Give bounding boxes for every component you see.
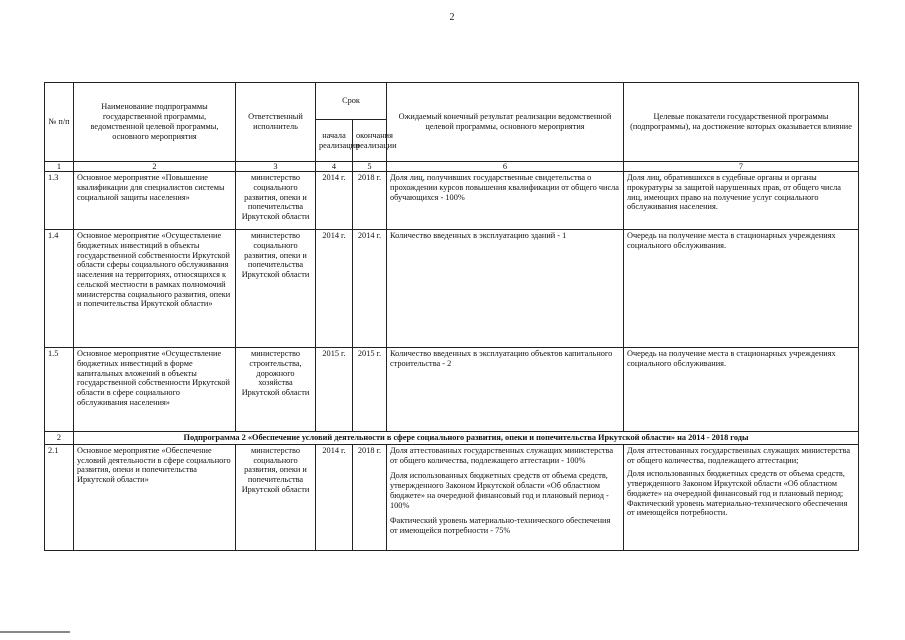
indicator-text: Доля лиц, обратившихся в судебные органы и органы прокуратуры за защитой нарушенных прав, от общего числа лиц, имеющих право на получение услуг социального обслуживания населения.	[627, 173, 841, 212]
table-row	[45, 230, 859, 348]
table-row	[45, 348, 859, 432]
result-text: Доля использованных бюджетных средств от объема средств, утвержденного Законом Иркутской области «Об областном бюджете» на очередной финансовый год и плановый период - 100%	[390, 471, 609, 510]
indicator-text: Очередь на получение места в стационарных учреждениях социального обслуживания.	[627, 231, 836, 250]
row-result	[387, 172, 624, 230]
row-end: 2014 г.	[353, 230, 387, 348]
header-name: Наименование подпрограммы государственной программы, ведомственной целевой программы, основного мероприятия	[74, 83, 236, 162]
row-start: 2015 г.	[316, 348, 353, 432]
row-name: Основное мероприятие «Осуществление бюджетных инвестиций в форме капитальных вложений в объекты государственной собственности Иркутской области в сфере социального обслуживания населения»	[74, 348, 236, 432]
row-start: 2014 г.	[316, 172, 353, 230]
subprogram-row	[45, 432, 859, 445]
program-table	[44, 82, 859, 551]
result-text: Количество введенных в эксплуатацию зданий - 1	[390, 231, 567, 240]
header-term-end: окончания реализации	[353, 120, 387, 162]
row-end: 2018 г.	[353, 444, 387, 550]
row-end: 2018 г.	[353, 172, 387, 230]
result-text: Количество введенных в эксплуатацию объектов капитального строительства - 2	[390, 349, 613, 368]
column-number: 2	[74, 162, 236, 172]
row-num: 1.3	[45, 172, 74, 230]
row-indicators	[624, 348, 859, 432]
result-text: Доля аттестованных государственных служащих министерства от общего количества, подлежащего аттестации - 100%	[390, 445, 614, 465]
column-number: 1	[45, 162, 74, 172]
row-start: 2014 г.	[316, 230, 353, 348]
header-num: № п/п	[45, 83, 74, 162]
row-name: Основное мероприятие «Повышение квалификации для специалистов системы социальной защиты населения»	[74, 172, 236, 230]
row-start: 2014 г.	[316, 444, 353, 550]
column-number: 3	[236, 162, 316, 172]
indicator-text: Очередь на получение места в стационарных учреждениях социального обслуживания.	[627, 349, 836, 368]
row-indicators	[624, 444, 859, 550]
table-row	[45, 444, 859, 550]
row-num: 2.1	[45, 444, 74, 550]
row-num: 1.5	[45, 348, 74, 432]
subprogram-title: Подпрограмма 2 «Обеспечение условий деятельности в сфере социального развития, опеки и попечительства Иркутской области» на 2014 - 2018 годы	[74, 432, 859, 445]
row-result	[387, 444, 624, 550]
row-name: Основное мероприятие «Обеспечение условий деятельности в сфере социального развития, опеки и попечительства Иркутской области»	[74, 444, 236, 550]
row-num: 1.4	[45, 230, 74, 348]
header-term: Срок	[316, 83, 387, 120]
result-text: Фактический уровень материально-технического обеспечения от имеющейся потребности - 75%	[390, 516, 611, 536]
indicator-text: Фактический уровень материально-технического обеспечения от имеющейся потребности.	[627, 498, 848, 518]
table-row	[45, 172, 859, 230]
row-indicators	[624, 230, 859, 348]
indicator-text: Доля аттестованных государственных служащих министерства от общего количества, подлежащего аттестации;	[627, 445, 851, 465]
row-executor: министерство социального развития, опеки и попечительства Иркутской области	[236, 444, 316, 550]
subprogram-num: 2	[45, 432, 74, 445]
header-executor: Ответственный исполнитель	[236, 83, 316, 162]
column-number: 6	[387, 162, 624, 172]
row-indicators	[624, 172, 859, 230]
row-executor: министерство социального развития, опеки и попечительства Иркутской области	[236, 172, 316, 230]
header-term-start: начала реализации	[316, 120, 353, 162]
page-number: 2	[449, 12, 455, 23]
column-number: 5	[353, 162, 387, 172]
row-executor: министерство строительства, дорожного хозяйства Иркутской области	[236, 348, 316, 432]
row-end: 2015 г.	[353, 348, 387, 432]
row-result	[387, 348, 624, 432]
result-text: Доля лиц, получивших государственные свидетельства о прохождении курсов повышения квалификации от общего числа обучающихся - 100%	[390, 173, 619, 202]
column-number: 4	[316, 162, 353, 172]
header-indicators: Целевые показатели государственной программы (подпрограммы), на достижение которых оказывается влияние	[624, 83, 859, 162]
row-executor: министерство социального развития, опеки и попечительства Иркутской области	[236, 230, 316, 348]
row-result	[387, 230, 624, 348]
header-result: Ожидаемый конечный результат реализации ведомственной целевой программы, основного мероприятия	[387, 83, 624, 162]
scan-edge-mark	[0, 631, 70, 633]
column-number: 7	[624, 162, 859, 172]
indicator-text: Доля использованных бюджетных средств от объема средств, утвержденного Законом Иркутской области «Об областном бюджете» на очередной финансовый год и плановый период;	[627, 469, 845, 498]
column-numbers-row	[45, 162, 859, 172]
row-name: Основное мероприятие «Осуществление бюджетных инвестиций в объекты государственной собственности Иркутской области сферы социального обслуживания населения на территориях, относящихся к сельской местности в рамках полномочий министерства социального развития, опеки и попечительства Иркутской области»	[74, 230, 236, 348]
